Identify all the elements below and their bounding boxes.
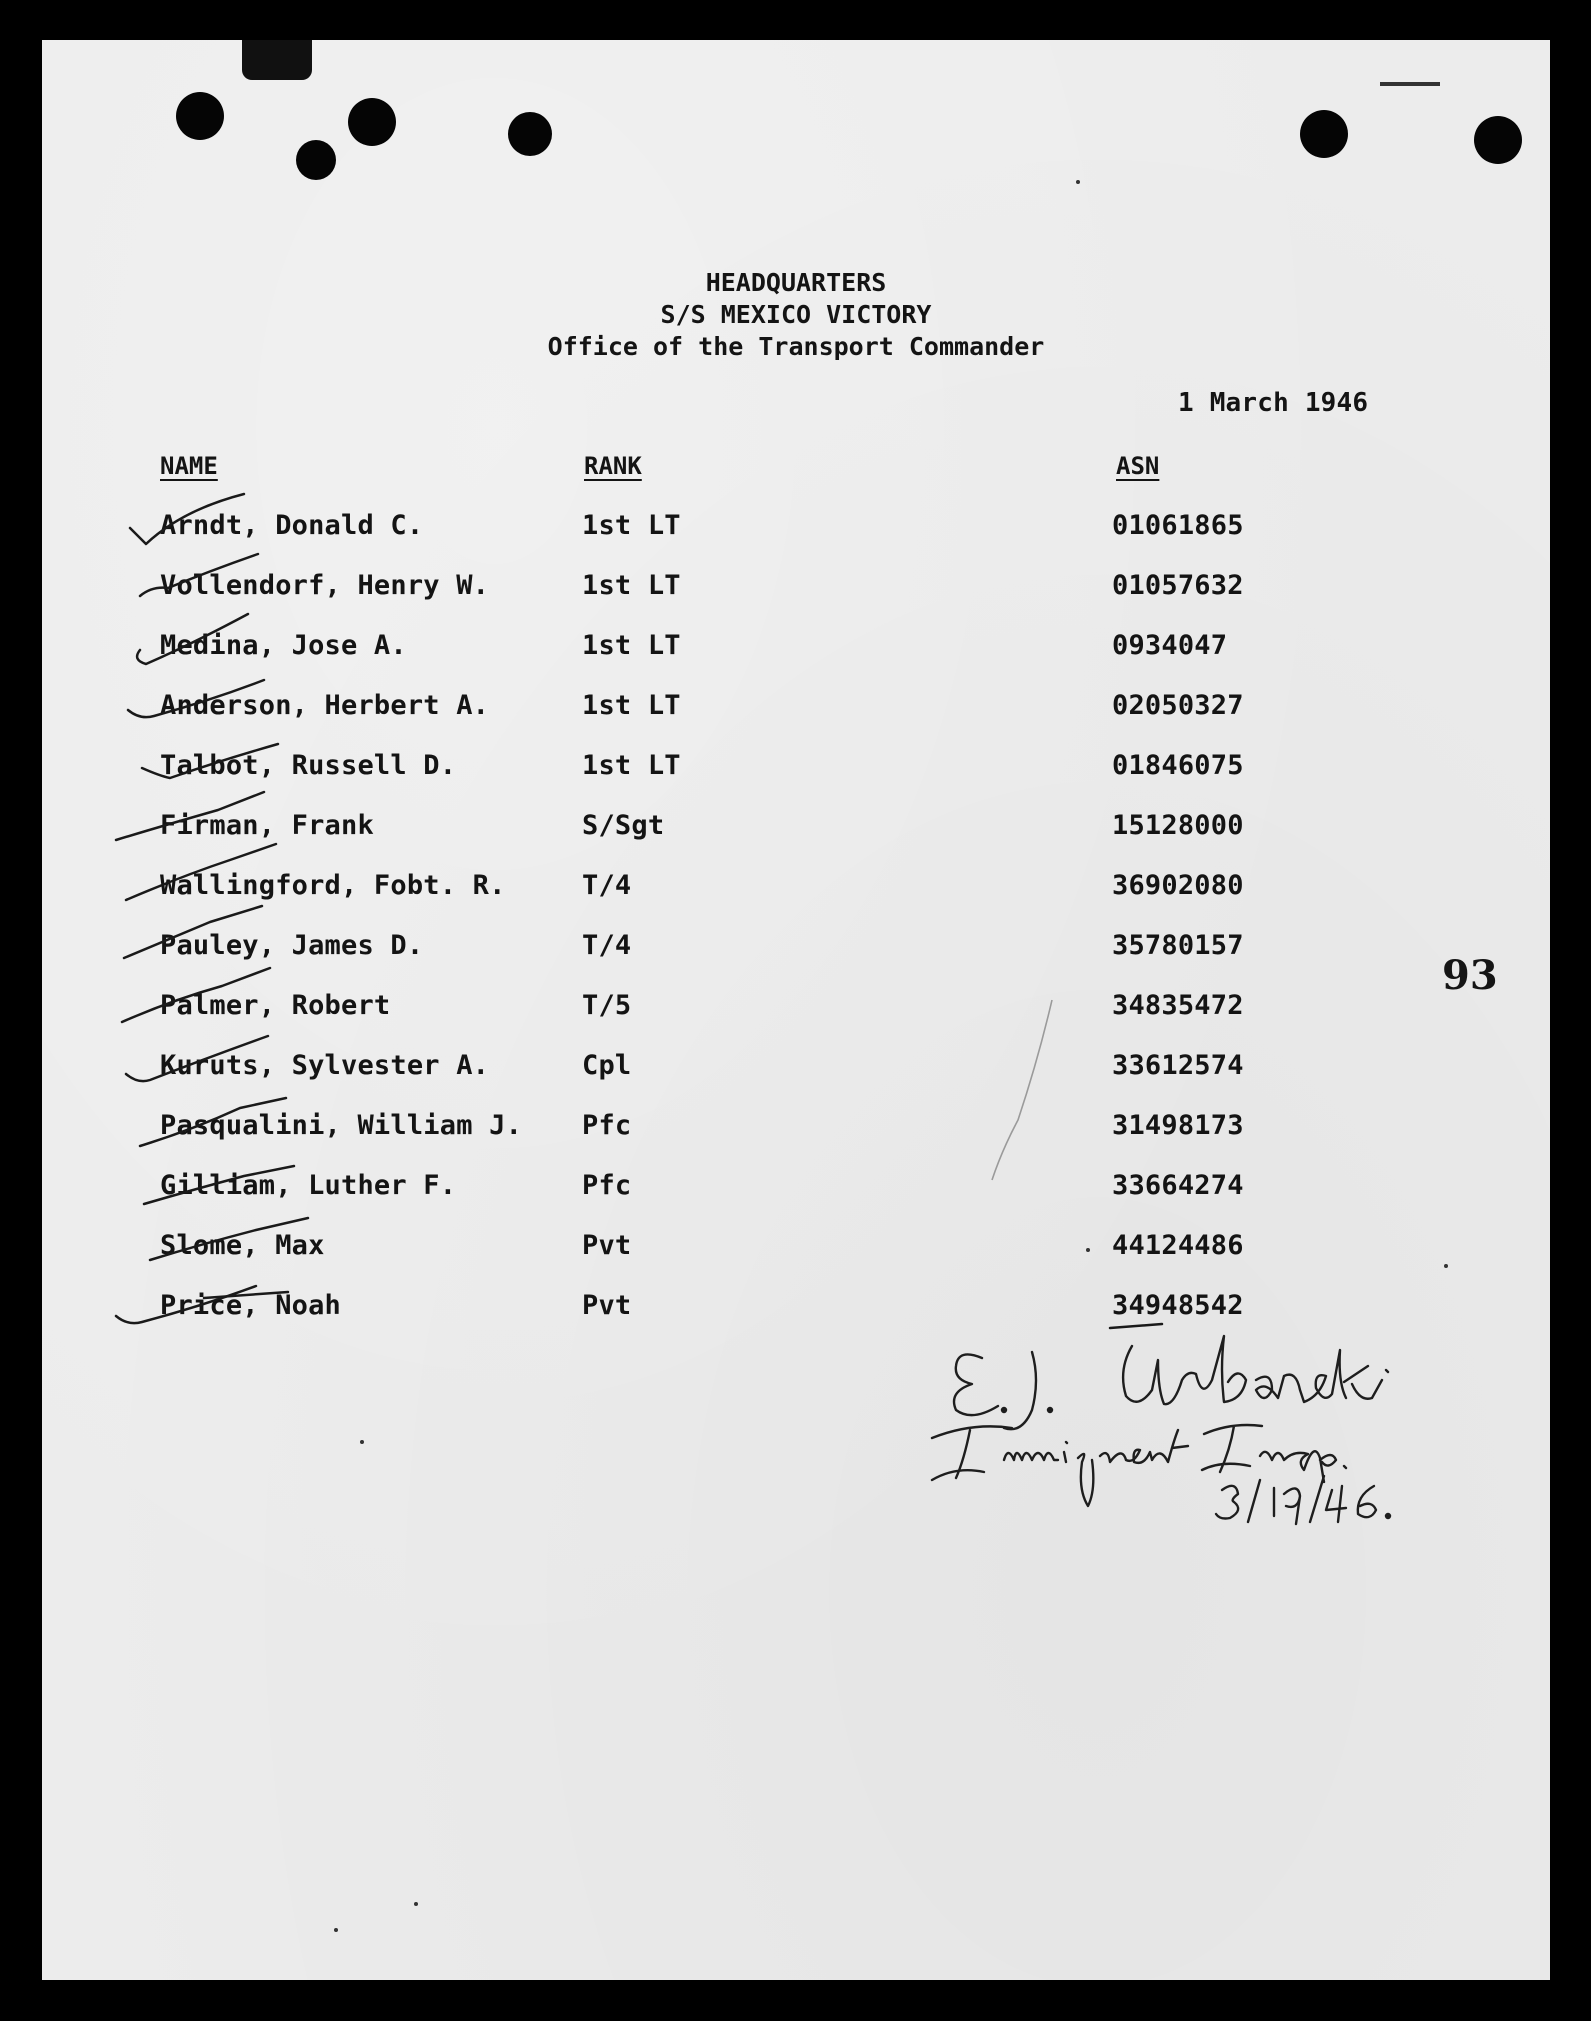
paper-speck bbox=[1076, 180, 1080, 184]
document-page bbox=[42, 40, 1550, 1980]
roster-name: Gilliam, Luther F. bbox=[160, 1170, 457, 1201]
roster-asn: 44124486 bbox=[1112, 1230, 1244, 1261]
paper-crease bbox=[42, 40, 1550, 1980]
roster-asn: 15128000 bbox=[1112, 810, 1244, 841]
roster-rank: S/Sgt bbox=[582, 810, 665, 841]
page-number: 93 bbox=[1442, 952, 1498, 999]
roster-rank: Pvt bbox=[582, 1290, 632, 1321]
roster-asn: 0934047 bbox=[1112, 630, 1228, 661]
roster-rank: Pfc bbox=[582, 1110, 632, 1141]
roster-rank: 1st LT bbox=[582, 690, 681, 721]
header-ship-name: S/S MEXICO VICTORY bbox=[660, 300, 932, 329]
roster-asn: 34948542 bbox=[1112, 1290, 1244, 1321]
paper-speck bbox=[414, 1902, 418, 1906]
roster-rank: T/4 bbox=[582, 870, 632, 901]
roster-name: Pasqualini, William J. bbox=[160, 1110, 523, 1141]
roster-asn: 33664274 bbox=[1112, 1170, 1244, 1201]
column-header-name: NAME bbox=[160, 452, 218, 480]
roster-rank: 1st LT bbox=[582, 570, 681, 601]
roster-asn: 01061865 bbox=[1112, 510, 1244, 541]
roster-rank: T/4 bbox=[582, 930, 632, 961]
roster-rank: Cpl bbox=[582, 1050, 632, 1081]
roster-rank: Pfc bbox=[582, 1170, 632, 1201]
paper-speck bbox=[1444, 1264, 1448, 1268]
roster-name: Palmer, Robert bbox=[160, 990, 391, 1021]
roster-asn: 36902080 bbox=[1112, 870, 1244, 901]
roster-name: Kuruts, Sylvester A. bbox=[160, 1050, 490, 1081]
roster-asn: 35780157 bbox=[1112, 930, 1244, 961]
roster-rank: 1st LT bbox=[582, 630, 681, 661]
roster-asn: 02050327 bbox=[1112, 690, 1244, 721]
roster-name: Anderson, Herbert A. bbox=[160, 690, 490, 721]
roster-name: Talbot, Russell D. bbox=[160, 750, 457, 781]
header-office: Office of the Transport Commander bbox=[547, 332, 1045, 361]
roster-asn: 34835472 bbox=[1112, 990, 1244, 1021]
roster-name: Price, Noah bbox=[160, 1290, 342, 1321]
roster-asn: 01846075 bbox=[1112, 750, 1244, 781]
roster-name: Firman, Frank bbox=[160, 810, 374, 841]
column-header-asn: ASN bbox=[1116, 452, 1160, 480]
roster-name: Medina, Jose A. bbox=[160, 630, 407, 661]
roster-name: Wallingford, Fobt. R. bbox=[160, 870, 506, 901]
roster-asn: 31498173 bbox=[1112, 1110, 1244, 1141]
column-header-rank: RANK bbox=[584, 452, 642, 480]
paper-speck bbox=[360, 1440, 364, 1444]
document-date: 1 March 1946 bbox=[1178, 388, 1369, 418]
header-title: HEADQUARTERS bbox=[705, 268, 887, 297]
roster-name: Arndt, Donald C. bbox=[160, 510, 424, 541]
roster-rank: T/5 bbox=[582, 990, 632, 1021]
roster-asn: 01057632 bbox=[1112, 570, 1244, 601]
roster-rank: 1st LT bbox=[582, 750, 681, 781]
paper-speck bbox=[1086, 1248, 1090, 1252]
roster-asn: 33612574 bbox=[1112, 1050, 1244, 1081]
roster-name: Pauley, James D. bbox=[160, 930, 424, 961]
paper-speck bbox=[334, 1928, 338, 1932]
roster-name: Vollendorf, Henry W. bbox=[160, 570, 490, 601]
roster-name: Slome, Max bbox=[160, 1230, 325, 1261]
roster-rank: Pvt bbox=[582, 1230, 632, 1261]
roster-rank: 1st LT bbox=[582, 510, 681, 541]
